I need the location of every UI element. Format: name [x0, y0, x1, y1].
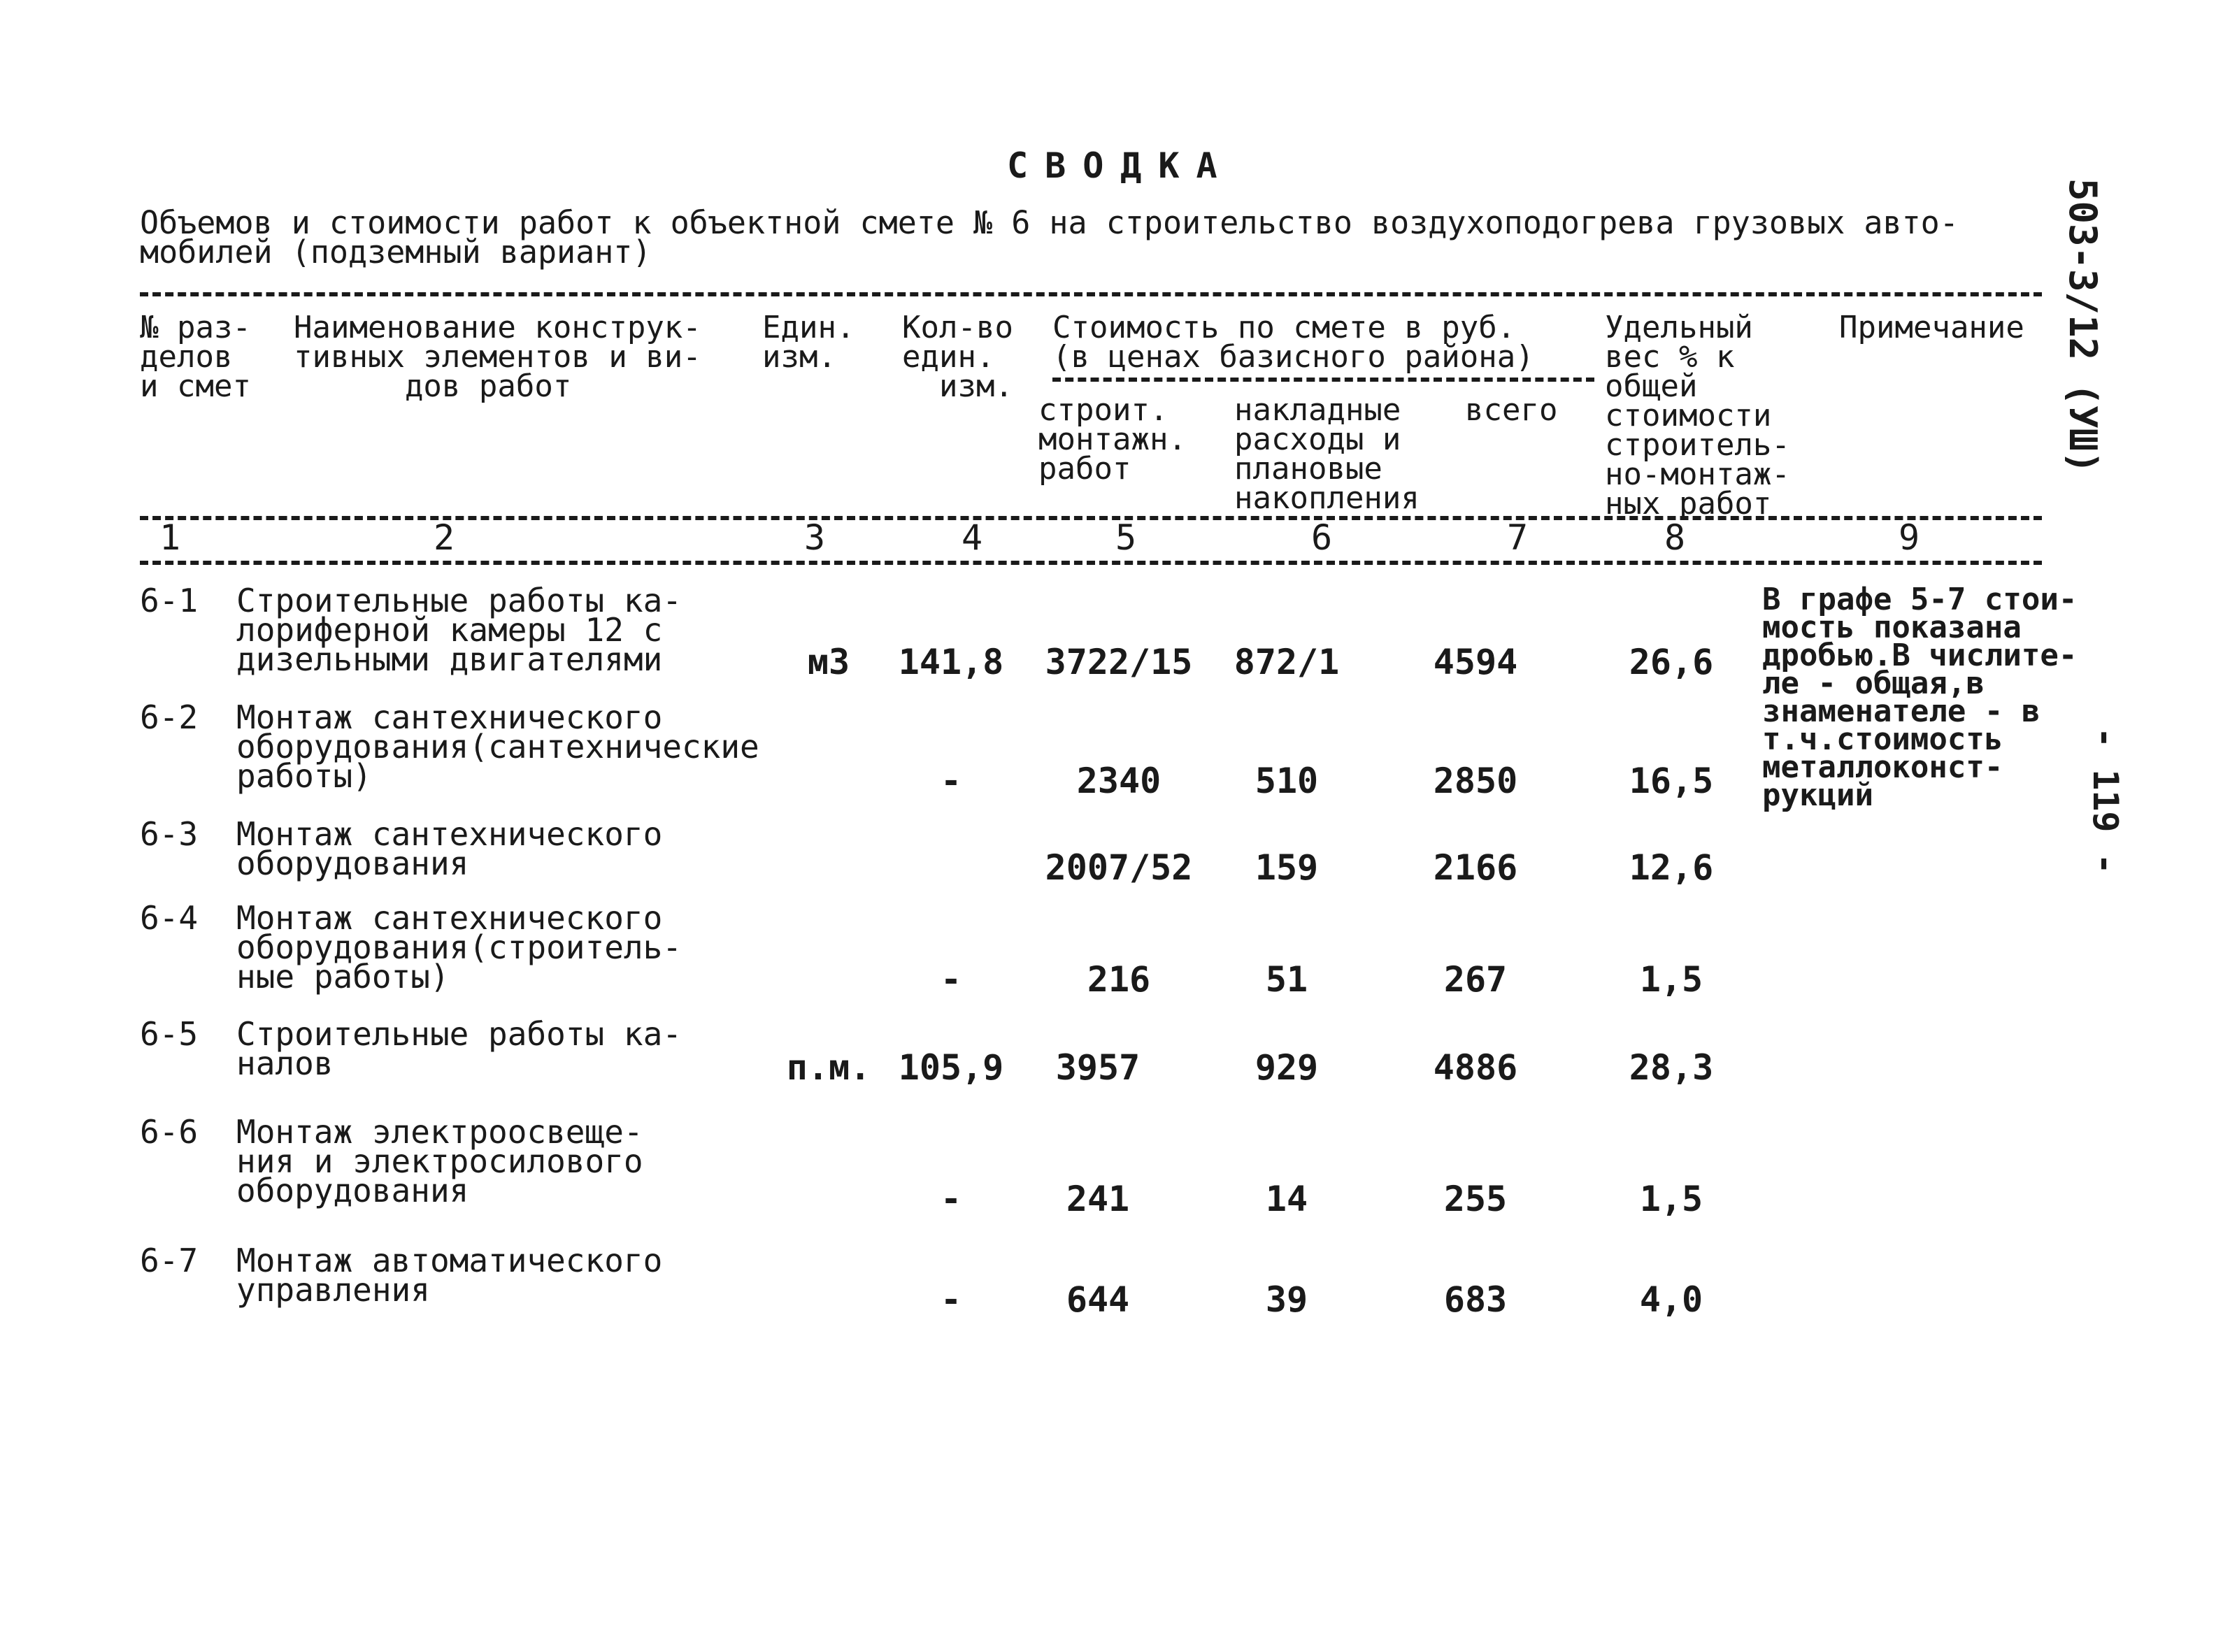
- col-number-7: 7: [1507, 517, 1529, 558]
- row-name: Монтаж автоматического управления: [236, 1242, 663, 1309]
- row-code: 6-4: [140, 899, 199, 937]
- row-name: Монтаж сантехнического оборудования(сантехнические работы): [236, 698, 759, 795]
- row-overhead: 929: [1255, 1047, 1319, 1088]
- row-code: 6-3: [140, 815, 199, 853]
- margin-page-number: - 119 -: [2085, 727, 2126, 875]
- row-construction-cost: 216: [1087, 959, 1151, 1000]
- col-number-5: 5: [1115, 517, 1137, 558]
- row-share: 1,5: [1639, 1179, 1703, 1219]
- table-note: В графе 5-7 стои- мость показана дробью.В числите- ле - общая,в знаменателе - в т.ч.стоимость металлоконст- рукций: [1762, 582, 2078, 813]
- row-unit: м3: [807, 642, 850, 682]
- header-col-cost: Стоимость по смете в руб. (в ценах базисного района): [1052, 310, 1534, 375]
- header-col-qty: Кол-во един. изм.: [902, 310, 1013, 404]
- row-overhead: 51: [1265, 959, 1308, 1000]
- row-share: 4,0: [1639, 1279, 1703, 1320]
- row-share: 12,6: [1629, 847, 1714, 888]
- row-share: 16,5: [1629, 761, 1714, 801]
- row-construction-cost: 241: [1066, 1179, 1130, 1219]
- row-qty: 141,8: [898, 642, 1004, 682]
- margin-document-code: 503-3/12 (УШ): [2061, 178, 2105, 474]
- row-share: 28,3: [1629, 1047, 1714, 1088]
- numbers-bottom-rule: [140, 561, 2042, 565]
- row-total: 255: [1443, 1179, 1508, 1219]
- row-qty: 105,9: [898, 1047, 1004, 1088]
- row-qty: -: [940, 959, 962, 1000]
- subtitle-line-2: мобилей (подземный вариант): [140, 234, 652, 271]
- row-overhead: 872/1: [1234, 642, 1340, 682]
- header-col-note: Примечание: [1839, 310, 2024, 345]
- row-construction-cost: 3722/15: [1045, 642, 1193, 682]
- header-col-unit: Един. изм.: [762, 310, 855, 375]
- row-qty: -: [940, 1179, 962, 1219]
- row-total: 2850: [1433, 761, 1518, 801]
- row-construction-cost: 644: [1066, 1279, 1130, 1320]
- col-number-4: 4: [962, 517, 983, 558]
- header-col-overhead: накладные расходы и плановые накопления: [1234, 392, 1420, 516]
- row-total: 267: [1443, 959, 1508, 1000]
- row-code: 6-5: [140, 1015, 199, 1053]
- row-code: 6-2: [140, 698, 199, 736]
- col-number-8: 8: [1664, 517, 1686, 558]
- row-code: 6-1: [140, 582, 199, 619]
- header-col-total: всего: [1465, 392, 1558, 428]
- row-name: Строительные работы ка- лориферной камеры 12 с дизельными двигателями: [236, 582, 682, 678]
- document-title: СВОДКА: [1007, 145, 1234, 186]
- row-overhead: 39: [1265, 1279, 1308, 1320]
- header-col-share: Удельный вес % к общей стоимости строитель- но-монтаж- ных работ: [1605, 310, 1790, 522]
- cost-header-rule: [1052, 378, 1594, 382]
- col-number-1: 1: [159, 517, 181, 558]
- col-number-9: 9: [1899, 517, 1920, 558]
- row-name: Монтаж сантехнического оборудования(строитель- ные работы): [236, 899, 682, 996]
- row-construction-cost: 2007/52: [1045, 847, 1193, 888]
- row-qty: -: [940, 1279, 962, 1320]
- document-subtitle: [140, 204, 1959, 271]
- row-overhead: 510: [1255, 761, 1319, 801]
- col-number-6: 6: [1311, 517, 1333, 558]
- header-col-construction: строит. монтажн. работ: [1038, 392, 1187, 487]
- header-col-name: Наименование конструк- тивных элементов и ви- дов работ: [294, 310, 701, 404]
- row-total: 2166: [1433, 847, 1518, 888]
- row-unit: п.м.: [786, 1047, 871, 1088]
- header-col-section: № раз- делов и смет: [140, 310, 251, 404]
- row-code: 6-7: [140, 1242, 199, 1279]
- row-qty: -: [940, 761, 962, 801]
- row-share: 1,5: [1639, 959, 1703, 1000]
- row-name: Монтаж электроосвеще- ния и электросилового оборудования: [236, 1113, 643, 1209]
- row-overhead: 14: [1265, 1179, 1308, 1219]
- row-name: Строительные работы ка- налов: [236, 1015, 682, 1082]
- row-code: 6-6: [140, 1113, 199, 1151]
- col-number-3: 3: [804, 517, 826, 558]
- row-total: 4886: [1433, 1047, 1518, 1088]
- row-construction-cost: 2340: [1076, 761, 1162, 801]
- row-total: 4594: [1433, 642, 1518, 682]
- subtitle-line-1: Объемов и стоимости работ к объектной смете № 6 на строительство воздухоподогрева грузовых авто-: [140, 204, 1959, 241]
- row-overhead: 159: [1255, 847, 1319, 888]
- table-top-rule: [140, 292, 2042, 296]
- row-name: Монтаж сантехнического оборудования: [236, 815, 663, 882]
- col-number-2: 2: [434, 517, 455, 558]
- row-construction-cost: 3957: [1055, 1047, 1141, 1088]
- row-share: 26,6: [1629, 642, 1714, 682]
- row-total: 683: [1443, 1279, 1508, 1320]
